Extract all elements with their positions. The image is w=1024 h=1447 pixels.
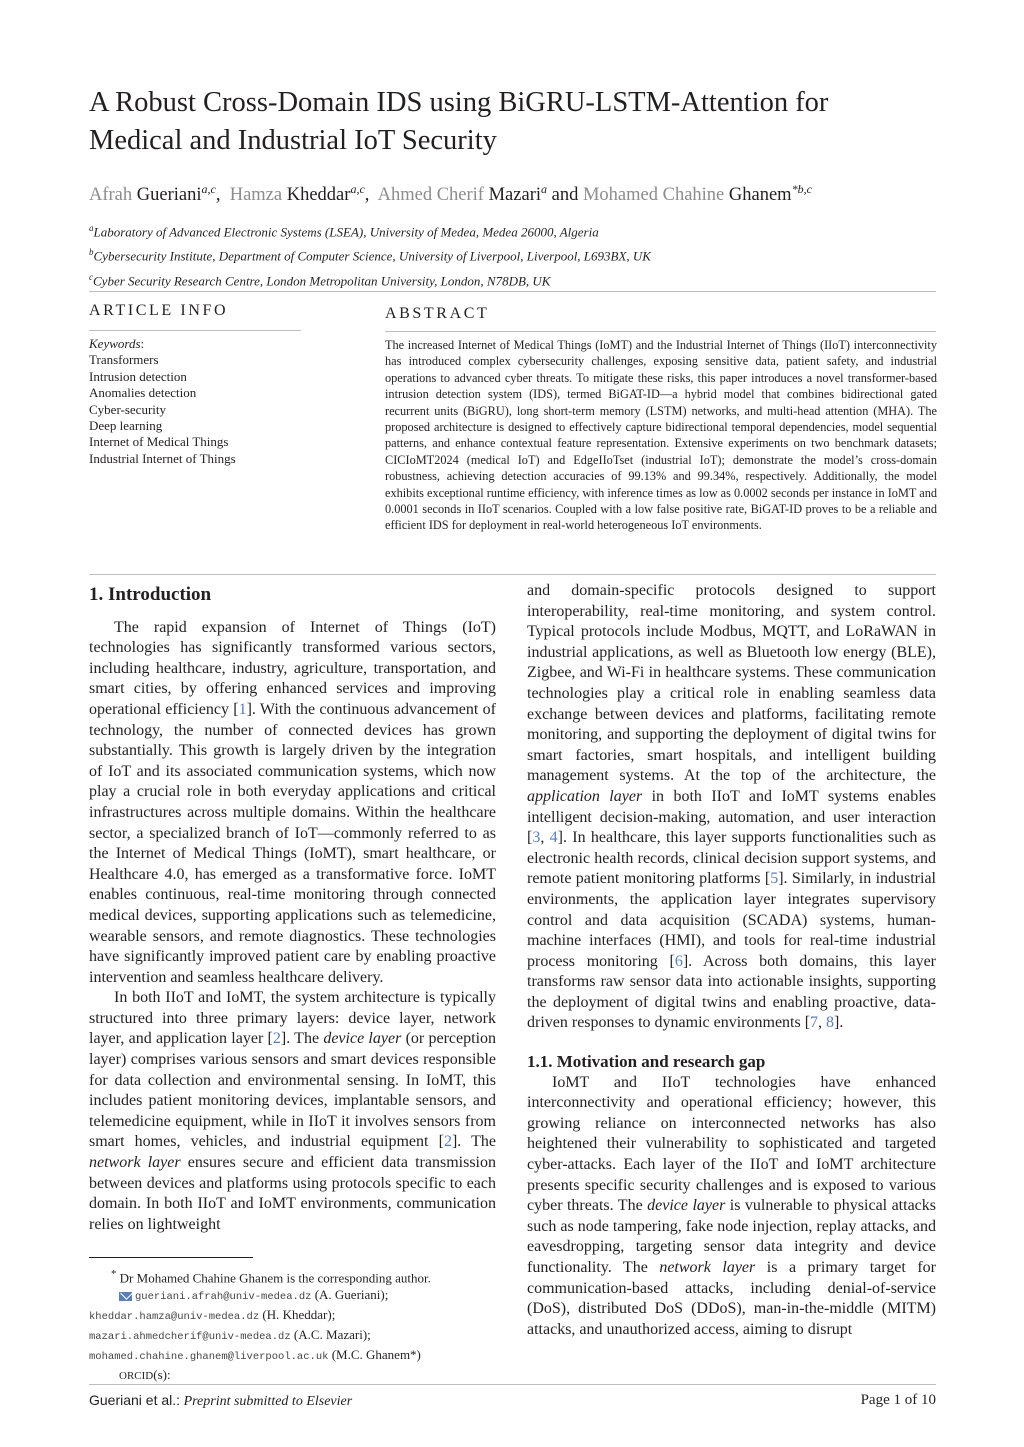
- author[interactable]: Ahmed Cherif Mazari$^a$: [377, 182, 547, 206]
- mail-icon: [119, 1292, 132, 1301]
- citation-link[interactable]: 8: [826, 1014, 835, 1032]
- keyword: Internet of Medical Things: [89, 434, 229, 450]
- citation-link[interactable]: 4: [549, 829, 558, 847]
- footnote-corresponding: * Dr Mohamed Chahine Ghanem is the corresponding author.: [111, 1268, 431, 1286]
- citation-link[interactable]: 5: [770, 870, 779, 888]
- author-list: Afrah Gueriani$^{a,c}$, Hamza Kheddar$^{a,c}$, Ahmed Cherif Mazari$^a$ and Mohamed Chahine Ghanem$^{*b,c}$: [89, 182, 812, 206]
- author[interactable]: Mohamed Chahine Ghanem$^{*b,c}$: [582, 182, 812, 206]
- keyword: Deep learning: [89, 418, 163, 434]
- citation-link[interactable]: 1: [238, 700, 247, 718]
- paragraph: In both IIoT and IoMT, the system architecture is typically structured into three primary layers: device layer, network layer, and application layer [2]. The device layer (or perception layer) comprises various sensors and smart devices responsible for data collection and environmental sensing. In IoMT, this includes patient monitoring devices, implantable sensors, and telemedicine equipment, while in IIoT it involves sensors from smart homes, vehicles, and industrial equipment [2]. The network layer ensures secure and efficient data transmission between devices and platforms using protocols specific to each domain. In both IIoT and IoMT environments, communication relies on lightweight: [89, 989, 497, 1233]
- section-heading-introduction: 1. Introduction: [89, 584, 212, 605]
- keyword: Anomalies detection: [89, 385, 197, 401]
- footnote-email: mazari.ahmedcherif@univ-medea.dz (A.C. Mazari);: [89, 1327, 371, 1344]
- title-line-1: A Robust Cross-Domain IDS using BiGRU-LSTM-Attention for: [89, 87, 829, 118]
- paper-title: [89, 84, 949, 160]
- divider: [89, 574, 936, 575]
- footnote-rule: [89, 1257, 253, 1258]
- running-footer: Gueriani et al.: Preprint submitted to Elsevier: [89, 1392, 353, 1409]
- footnote-email: gueriani.afrah@univ-medea.dz (A. Gueriani);: [89, 1286, 509, 1306]
- keyword: Cyber-security: [89, 401, 166, 417]
- keyword: Industrial Internet of Things: [89, 450, 236, 466]
- abstract-text: The increased Internet of Medical Things (IoMT) and the Industrial Internet of Things (IIoT) interconnectivity has introduced complex cybersecurity challenges, exposing sensitive data, patient safety, and industrial operations to advanced cyber threats. To mitigate these risks, this paper introduces a novel transformer-based intrusion detection system (IDS), termed BiGAT-ID—a hybrid model that combines bidirectional gated recurrent units (BiGRU), long short-term memory (LSTM) networks, and multi-head attention (MHA). The proposed architecture is designed to effectively capture bidirectional temporal dependencies, model sequential patterns, and enhance contextual feature representation. Extensive experiments on two benchmark datasets; CICIoMT2024 (medical IoT) and EdgeIIoTset (industrial IoT); demonstrate the model’s cross-domain robustness, achieving detection accuracies of 99.13% and 99.34%, respectively. Additionally, the model exhibits exceptional runtime efficiency, with inference times as low as 0.0002 seconds per instance in IoMT and 0.0001 seconds in IIoT scenarios. Coupled with a low false positive rate, BiGAT-ID proves to be a reliable and efficient IDS for deployment in real-world heterogeneous IoT environments.: [385, 338, 937, 533]
- right-column: [527, 581, 936, 1340]
- paragraph: IoMT and IIoT technologies have enhanced interconnectivity and operational efficiency; however, this growing reliance on interconnected networks has also heightened their vulnerability to sophisticated and targeted cyber-attacks. Each layer of the IIoT and IoMT architecture presents specific security challenges and is exposed to various cyber threats. The device layer is vulnerable to physical attacks such as node tampering, fake node injection, replay attacks, and eavesdropping, targeting sensor data integrity and device functionality. The network layer is a primary target for communication-based attacks, including denial-of-service (DoS), distributed DoS (DDoS), man-in-the-middle (MITM) attacks, and unauthorized access, aiming to disrupt: [527, 1073, 937, 1338]
- email-link[interactable]: kheddar.hamza@univ-medea.dz: [89, 1311, 260, 1324]
- citation-link[interactable]: 2: [443, 1133, 452, 1151]
- keywords-label: Keywords: [89, 336, 141, 351]
- affiliation: $^b$Cybersecurity Institute, Department of Computer Science, University of Liverpool, Liverpool, L693BX, UK: [89, 247, 651, 264]
- divider: [89, 330, 301, 331]
- email-link[interactable]: gueriani.afrah@univ-medea.dz: [135, 1291, 312, 1304]
- subsection-heading-motivation: 1.1. Motivation and research gap: [527, 1052, 766, 1072]
- footnote-orcid: ORCID(s):: [119, 1367, 171, 1383]
- affiliation: $^a$Laboratory of Advanced Electronic Systems (LSEA), University of Medea, Medea 26000, Algeria: [89, 223, 599, 240]
- citation-link[interactable]: 7: [810, 1014, 819, 1032]
- keyword: Transformers: [89, 352, 159, 368]
- title-line-2: Medical and Industrial IoT Security: [89, 125, 497, 156]
- footer-divider: [89, 1384, 936, 1385]
- abstract-heading: ABSTRACT: [385, 305, 490, 322]
- divider: [385, 331, 936, 332]
- keywords-block: Keywords: Transformers Intrusion detection Anomalies detection Cyber-security Deep learning Internet of Medical Things Industrial Internet of Things: [89, 336, 309, 467]
- keyword: Intrusion detection: [89, 368, 187, 384]
- paragraph: and domain-specific protocols designed to support interoperability, real-time monitoring, and system control. Typical protocols include Modbus, MQTT, and LoRaWAN in industrial applications, as well as Bluetooth low energy (BLE), Zigbee, and Wi-Fi in healthcare systems. These communication technologies play a critical role in enabling seamless data exchange between devices and platforms, facilitating remote monitoring, and supporting the deployment of digital twins for smart factories, smart hospitals, and intelligent building management systems. At the top of the architecture, the application layer in both IIoT and IoMT systems enables intelligent decision-making, automation, and user interaction [3, 4]. In healthcare, this layer supports functionalities such as electronic health records, clinical decision support systems, and remote patient monitoring platforms [5]. Similarly, in industrial environments, the application layer integrates supervisory control and data acquisition (SCADA) systems, human-machine interfaces (HMI), and tools for real-time industrial process monitoring [6]. Across both domains, this layer transforms raw sensor data into actionable insights, supporting the deployment of digital twins and enabling proactive, data-driven responses to dynamic environments [7, 8].: [527, 582, 937, 1032]
- article-info-heading: ARTICLE INFO: [89, 302, 229, 319]
- paragraph: The rapid expansion of Internet of Things (IoT) technologies has significantly transformed various sectors, including healthcare, industry, agriculture, transportation, and smart cities, by offering enhanced services and improving operational efficiency [1]. With the continuous advancement of technology, the number of connected devices has grown substantially. This growth is largely driven by the integration of IoT and its associated communication systems, which now play a crucial role in both everyday applications and critical infrastructures across multiple domains. Within the healthcare sector, a specialized branch of IoT—commonly referred to as the Internet of Medical Things (IoMT), smart healthcare, or Healthcare 4.0, has emerged as a transformative force. IoMT enables continuous, real-time monitoring through connected medical devices, supporting applications such as telemedicine, wearable sensors, and remote diagnostics. These technologies have significantly improved patient care by enabling proactive intervention and seamless healthcare delivery.: [89, 618, 496, 986]
- email-link[interactable]: mohamed.chahine.ghanem@liverpool.ac.uk: [89, 1351, 329, 1364]
- citation-link[interactable]: 3: [532, 829, 541, 847]
- left-column: [89, 585, 496, 1235]
- footnote-email: kheddar.hamza@univ-medea.dz (H. Kheddar);: [89, 1307, 336, 1324]
- affiliations: [89, 218, 949, 291]
- page-number: Page 1 of 10: [860, 1392, 936, 1408]
- citation-link[interactable]: 2: [272, 1030, 281, 1048]
- footnotes: [89, 1266, 509, 1385]
- citation-link[interactable]: 6: [674, 952, 683, 970]
- email-link[interactable]: mazari.ahmedcherif@univ-medea.dz: [89, 1331, 291, 1344]
- footnote-email: mohamed.chahine.ghanem@liverpool.ac.uk (M.C. Ghanem*): [89, 1347, 421, 1364]
- author[interactable]: Afrah Gueriani$^{a,c}$: [89, 182, 216, 206]
- affiliation: $^c$Cyber Security Research Centre, London Metropolitan University, London, N78DB, UK: [89, 271, 551, 288]
- author[interactable]: Hamza Kheddar$^{a,c}$: [229, 182, 365, 206]
- divider: [89, 291, 936, 292]
